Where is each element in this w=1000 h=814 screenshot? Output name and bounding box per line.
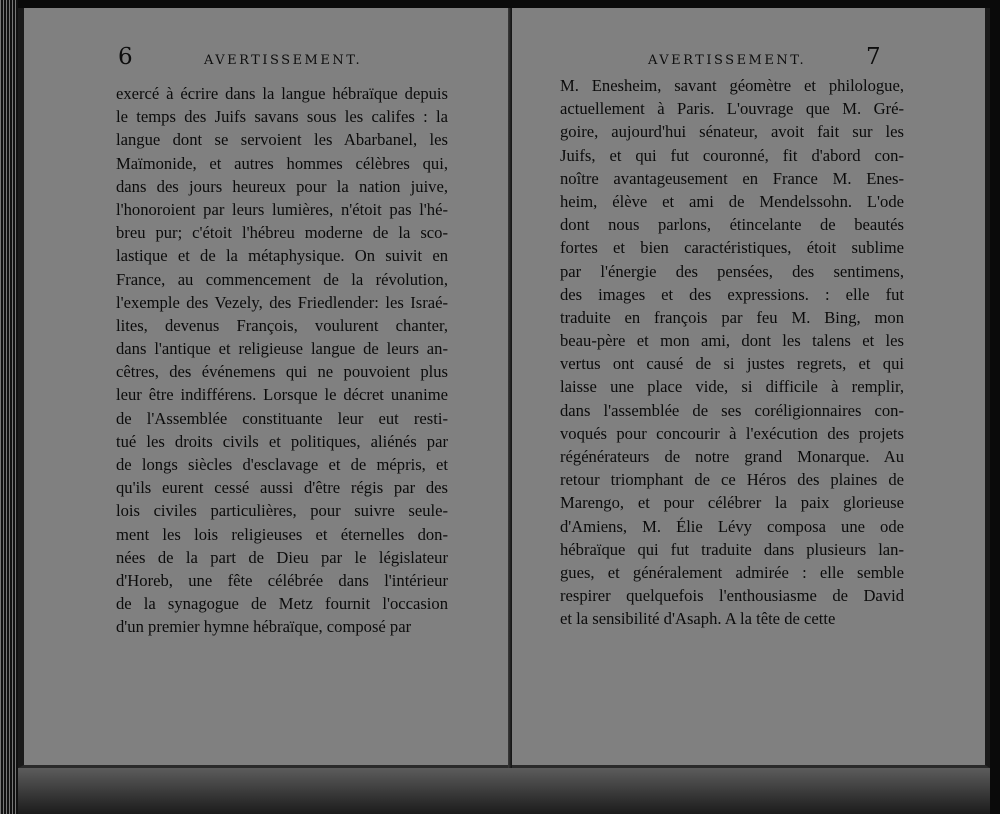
text-line: laisse une place vide, si difficile à remplir, <box>560 377 904 397</box>
text-line: qu'ils eurent cessé aussi d'être régis par des <box>116 478 448 498</box>
text-line: traduite en françois par feu M. Bing, mon <box>560 307 904 327</box>
right-page-number: 7 <box>866 44 881 70</box>
text-line: actuellement à Paris. L'ouvrage que M. Gré- <box>560 99 904 119</box>
text-line: breu pur; c'étoit l'hébreu moderne de la sco- <box>116 223 448 243</box>
text-line: de longs siècles d'esclavage et de mépris, et <box>116 455 448 474</box>
text-line: retour triomphant de ce Héros des plaines de <box>560 470 904 490</box>
text-line: beau-père et mon ami, dont les talens et les <box>560 331 904 351</box>
text-line: M. Enesheim, savant géomètre et philologue, <box>560 76 904 95</box>
text-line: lastique et de la métaphysique. On suivit en <box>116 246 448 266</box>
text-line: de la synagogue de Metz fournit l'occasion <box>116 594 448 614</box>
right-body-text <box>560 74 904 631</box>
text-line: leur être indifférens. Lorsque le décret unanime <box>116 385 448 405</box>
text-line: heim, élève et ami de Mendelssohn. L'ode <box>560 191 904 211</box>
text-line: régénérateurs de notre grand Monarque. Au <box>560 447 904 466</box>
text-line: des images et des expressions. : elle fut <box>560 284 904 304</box>
text-line: et la sensibilité d'Asaph. A la tête de cette <box>560 609 836 629</box>
text-line: dont nous parlons, étincelante de beautés <box>560 215 904 235</box>
text-line: par l'énergie des pensées, des sentimens, <box>560 261 904 281</box>
page-edges <box>0 0 18 814</box>
text-line: France, au commencement de la révolution, <box>116 269 448 289</box>
text-line: Juifs, et qui fut couronné, fit d'abord con- <box>560 145 904 165</box>
text-line: lites, devenus François, voulurent chanter, <box>116 315 448 335</box>
text-line: de l'Assemblée constituante leur eut resti- <box>116 408 448 428</box>
book-bottom-edge <box>18 768 990 814</box>
right-page <box>512 8 990 768</box>
text-line: respirer quelquefois l'enthousiasme de David <box>560 586 904 606</box>
text-line: l'honoroient par leurs lumières, n'étoit pas l'hé- <box>116 199 448 219</box>
text-line: fortes et bien caractéristiques, étoit sublime <box>560 238 904 258</box>
text-line: langue dont se servoient les Abarbanel, les <box>116 130 448 150</box>
text-line: d'Horeb, une fête célébrée dans l'intérieur <box>116 570 448 590</box>
text-line: gues, et généralement admirée : elle semble <box>560 562 904 582</box>
text-line: dans l'assemblée de ses coréligionnaires con- <box>560 400 904 420</box>
text-line: cêtres, des événemens qui ne pouvoient plus <box>116 362 448 382</box>
left-page <box>18 8 512 768</box>
text-line: noître avantageusement en France M. Enes- <box>560 168 904 188</box>
text-line: nées de la part de Dieu par le législateur <box>116 547 448 567</box>
text-line: hébraïque qui fut traduite dans plusieurs lan- <box>560 539 904 559</box>
text-line: Marengo, et pour célébrer la paix glorieuse <box>560 493 904 513</box>
text-line: exercé à écrire dans la langue hébraïque depuis <box>116 84 448 103</box>
text-line: Maïmonide, et autres hommes célèbres qui, <box>116 153 448 173</box>
text-line: lois civiles particulières, pour suivre seule- <box>116 501 448 521</box>
left-page-number: 6 <box>118 44 133 70</box>
text-line: tué les droits civils et politiques, aliénés par <box>116 431 448 451</box>
text-line: l'exemple des Vezely, des Friedlender: les Israé- <box>116 292 448 312</box>
text-line: ment les lois religieuses et éternelles don- <box>116 524 448 544</box>
text-line: d'un premier hymne hébraïque, composé par <box>116 617 412 637</box>
text-line: le temps des Juifs savans sous les califes : la <box>116 107 448 127</box>
text-line: d'Amiens, M. Élie Lévy composa une ode <box>560 516 904 536</box>
text-line: voqués pour concourir à l'exécution des projets <box>560 423 904 443</box>
right-running-head: AVERTISSEMENT. <box>648 53 807 68</box>
text-line: goire, aujourd'hui sénateur, avoit fait sur les <box>560 122 904 142</box>
text-line: dans l'antique et religieuse langue de leurs an- <box>116 339 448 359</box>
text-line: dans des jours heureux pour la nation juive, <box>116 176 448 196</box>
text-line: vertus ont causé de si justes regrets, et qui <box>560 354 904 374</box>
left-body-text <box>116 82 448 639</box>
left-running-head: AVERTISSEMENT. <box>204 53 363 68</box>
